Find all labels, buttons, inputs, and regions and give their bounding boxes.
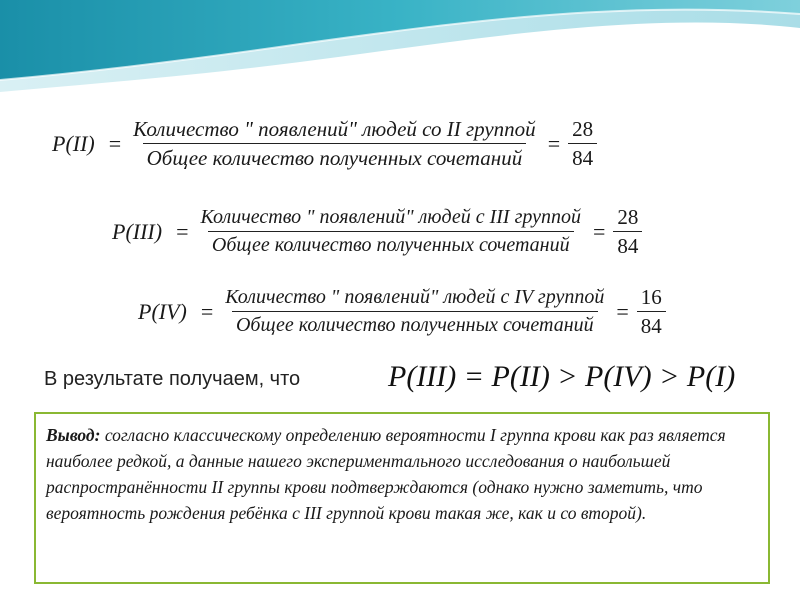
value-fraction <box>637 286 666 337</box>
fraction <box>221 287 608 336</box>
value-fraction <box>613 206 642 257</box>
conclusion-lead: Вывод: <box>46 425 101 445</box>
formula-lhs: P(II) <box>52 130 95 156</box>
equals-sign: = <box>593 218 606 244</box>
value-denominator: 84 <box>613 231 642 257</box>
formula-lhs: P(III) <box>112 218 163 244</box>
conclusion-box <box>34 412 770 584</box>
value-numerator: 16 <box>640 285 662 309</box>
formula-p-iii <box>112 206 642 257</box>
fraction-numerator: Количество " появлений" людей с IV группой <box>225 286 605 309</box>
value-denominator: 84 <box>568 143 597 169</box>
result-formula: P(III) = P(II) > P(IV) > P(I) <box>388 360 736 393</box>
fraction-denominator: Общее количество полученных сочетаний <box>232 311 598 336</box>
formula-p-iv <box>138 286 666 337</box>
value-fraction <box>568 118 597 169</box>
equals-sign: = <box>108 130 122 156</box>
formula-p-ii <box>52 118 597 169</box>
fraction-denominator: Общее количество полученных сочетаний <box>143 143 527 169</box>
equals-sign: = <box>200 298 214 324</box>
fraction-numerator: Количество " появлений" людей с III группой <box>200 206 581 229</box>
value-numerator: 28 <box>572 117 594 141</box>
fraction <box>129 118 540 169</box>
value-numerator: 28 <box>617 205 639 229</box>
fraction-denominator: Общее количество полученных сочетаний <box>208 231 574 256</box>
equals-sign: = <box>547 130 561 156</box>
equals-sign: = <box>616 298 629 324</box>
formula-lhs: P(IV) <box>138 298 187 324</box>
equals-sign: = <box>176 218 189 244</box>
conclusion-body: согласно классическому определению вероятности I группа крови как раз является наиболее редкой, а данные нашего экспериментального исследования о наибольшей распространённости II группы крови подтверждаются (однако нужно заметить, что вероятность рождения ребёнка с III группой крови такая же, как и со второй). <box>46 425 726 523</box>
header-wave-decoration <box>0 0 800 100</box>
result-text: В результате получаем, что <box>44 368 301 390</box>
fraction-numerator: Количество " появлений" людей со II группой <box>133 117 536 141</box>
fraction <box>197 207 586 256</box>
value-denominator: 84 <box>637 311 666 337</box>
